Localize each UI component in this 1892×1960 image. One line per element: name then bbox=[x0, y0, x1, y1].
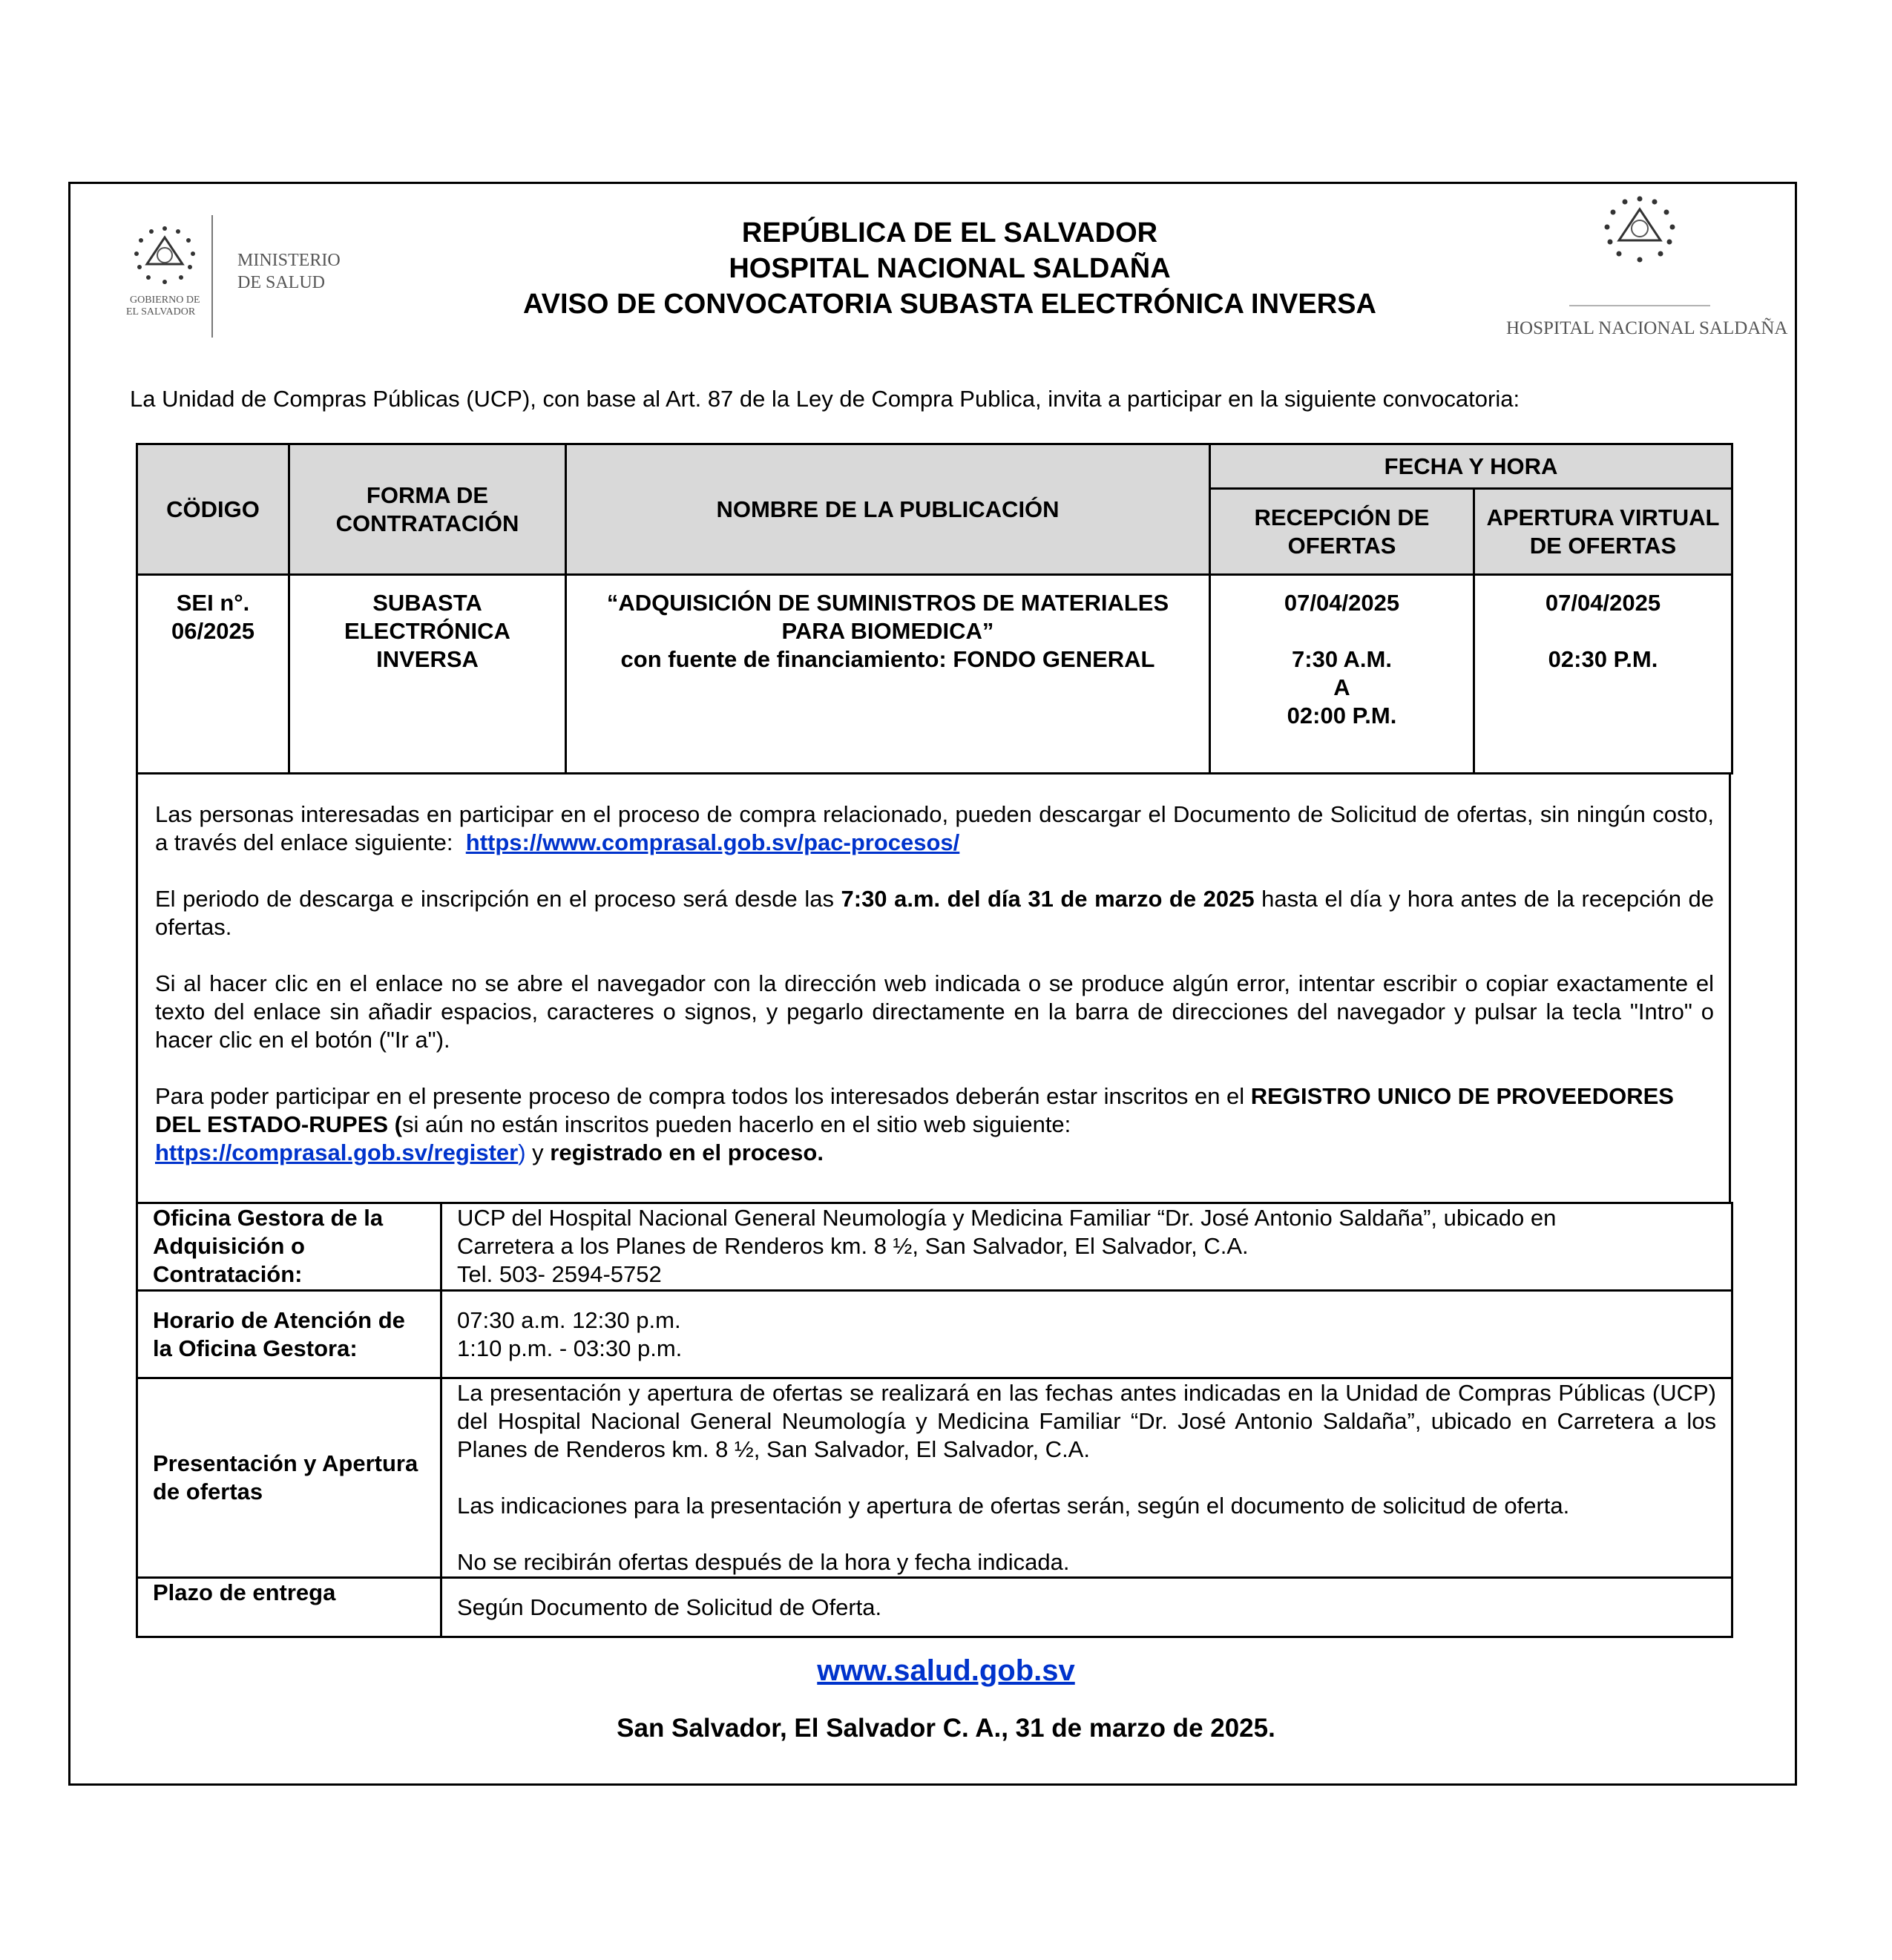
header-apertura-virtual: APERTURA VIRTUAL DE OFERTAS bbox=[1474, 489, 1732, 575]
header-nombre-publicacion: NOMBRE DE LA PUBLICACIÓN bbox=[566, 444, 1210, 575]
cell-forma-contratacion: SUBASTA ELECTRÓNICA INVERSA bbox=[289, 575, 566, 774]
link-help-paragraph: Si al hacer clic en el enlace no se abre el navegador con la dirección web indicada o se produce algún error, intentar escribir o copiar exactamente el texto del enlace sin añadir espacios, caracteres o signos, y pegarlo directamente en la barra de direcciones del navegador y pulsar la tecla "Intro" o hacer clic en el botón ("Ir a"). bbox=[155, 970, 1714, 1053]
place-date: San Salvador, El Salvador C. A., 31 de marzo de 2025. bbox=[617, 1714, 1275, 1743]
header-fecha-hora: FECHA Y HORA bbox=[1210, 444, 1732, 489]
salud-website-link[interactable]: www.salud.gob.sv bbox=[817, 1654, 1075, 1687]
label-presentacion-apertura: Presentación y Apertura de ofertas bbox=[137, 1378, 441, 1578]
header-forma-contratacion: FORMA DE CONTRATACIÓN bbox=[289, 444, 566, 575]
website-footer bbox=[0, 1654, 1892, 1688]
label-oficina-gestora: Oficina Gestora de la Adquisición o Contratación: bbox=[137, 1203, 441, 1291]
coat-of-arms-icon bbox=[1499, 193, 1788, 341]
details-row bbox=[137, 1291, 1732, 1378]
comprasal-pac-link[interactable]: https://www.comprasal.gob.sv/pac-procesos/ bbox=[465, 829, 960, 855]
hospital-saldana-logo bbox=[1499, 193, 1788, 341]
details-table bbox=[136, 1202, 1733, 1638]
svg-text:HOSPITAL NACIONAL SALDAÑA: HOSPITAL NACIONAL SALDAÑA bbox=[1506, 318, 1788, 338]
value-presentacion-apertura: La presentación y apertura de ofertas se realizará en las fechas antes indicadas en la Unidad de Compras Públicas (UCP) del Hospital Nacional General Neumología y Medicina Familiar “Dr. José Antonio Saldaña”, ubicado en Carretera a los Planes de Renderos km. 8 ½, San Salvador, El Salvador, C.A. Las indicaciones para la presentación y apertura de ofertas serán, según el documento de solicitud de oferta. No se recibirán ofertas después de la hora y fecha indicada. bbox=[441, 1378, 1732, 1578]
svg-text:DE SALUD: DE SALUD bbox=[237, 273, 325, 292]
intro-paragraph: La Unidad de Compras Públicas (UCP), con base al Art. 87 de la Ley de Compra Publica, invita a participar en la siguiente convocatoria: bbox=[130, 386, 1520, 412]
value-oficina-gestora: UCP del Hospital Nacional General Neumología y Medicina Familiar “Dr. José Antonio Saldaña”, ubicado en Carretera a los Planes de Renderos km. 8 ½, San Salvador, El Salvador, C.A. Tel. 503- 2594-5752 bbox=[441, 1203, 1732, 1291]
coat-of-arms-icon bbox=[119, 215, 371, 341]
header-codigo: CÖDIGO bbox=[137, 444, 289, 575]
document-header bbox=[386, 215, 1514, 322]
value-horario-atencion: 07:30 a.m. 12:30 p.m. 1:10 p.m. - 03:30 p.m. bbox=[441, 1291, 1732, 1378]
value-plazo-entrega: Según Documento de Solicitud de Oferta. bbox=[441, 1578, 1732, 1637]
header-notice-title: AVISO DE CONVOCATORIA SUBASTA ELECTRÓNICA INVERSA bbox=[523, 289, 1376, 320]
cell-apertura-virtual: 07/04/2025 02:30 P.M. bbox=[1474, 575, 1732, 774]
ministerio-salud-logo bbox=[119, 215, 371, 341]
convocatoria-table bbox=[136, 443, 1733, 775]
download-paragraph: Las personas interesadas en participar en el proceso de compra relacionado, pueden descargar el Documento de Solicitud de ofertas, sin ningún costo, a través del enlace siguiente: https://www.comprasal.gob.sv/pac-procesos/ bbox=[155, 801, 1714, 855]
details-row bbox=[137, 1378, 1732, 1578]
details-row bbox=[137, 1578, 1732, 1637]
instructions-block bbox=[136, 772, 1731, 1203]
svg-text:GOBIERNO DE: GOBIERNO DE bbox=[130, 295, 200, 306]
svg-text:EL SALVADOR: EL SALVADOR bbox=[126, 306, 196, 318]
label-horario-atencion: Horario de Atención de la Oficina Gestora: bbox=[137, 1291, 441, 1378]
rupes-paragraph: Para poder participar en el presente proceso de compra todos los interesados deberán estar inscritos en el REGISTRO UNICO DE PROVEEDORES DEL ESTADO-RUPES (si aún no están inscritos pueden hacerlo en el sitio web siguiente: https://comprasal.gob.sv/register) y registrado en el proceso. bbox=[155, 1083, 1674, 1165]
comprasal-register-link[interactable]: https://comprasal.gob.sv/register bbox=[155, 1140, 519, 1165]
cell-recepcion-ofertas: 07/04/2025 7:30 A.M. A 02:00 P.M. bbox=[1210, 575, 1474, 774]
period-paragraph: El periodo de descarga e inscripción en el proceso será desde las 7:30 a.m. del día 31 de marzo de 2025 hasta el día y hora antes de la recepción de ofertas. bbox=[155, 886, 1714, 940]
header-recepcion-ofertas: RECEPCIÓN DE OFERTAS bbox=[1210, 489, 1474, 575]
details-row bbox=[137, 1203, 1732, 1291]
label-plazo-entrega: Plazo de entrega bbox=[137, 1578, 441, 1637]
cell-nombre-publicacion: “ADQUISICIÓN DE SUMINISTROS DE MATERIALES PARA BIOMEDICA” con fuente de financiamiento: FONDO GENERAL bbox=[566, 575, 1210, 774]
svg-text:MINISTERIO: MINISTERIO bbox=[237, 251, 341, 270]
cell-codigo: SEI n°. 06/2025 bbox=[137, 575, 289, 774]
header-country: REPÚBLICA DE EL SALVADOR bbox=[741, 217, 1158, 249]
header-hospital: HOSPITAL NACIONAL SALDAÑA bbox=[729, 253, 1171, 284]
